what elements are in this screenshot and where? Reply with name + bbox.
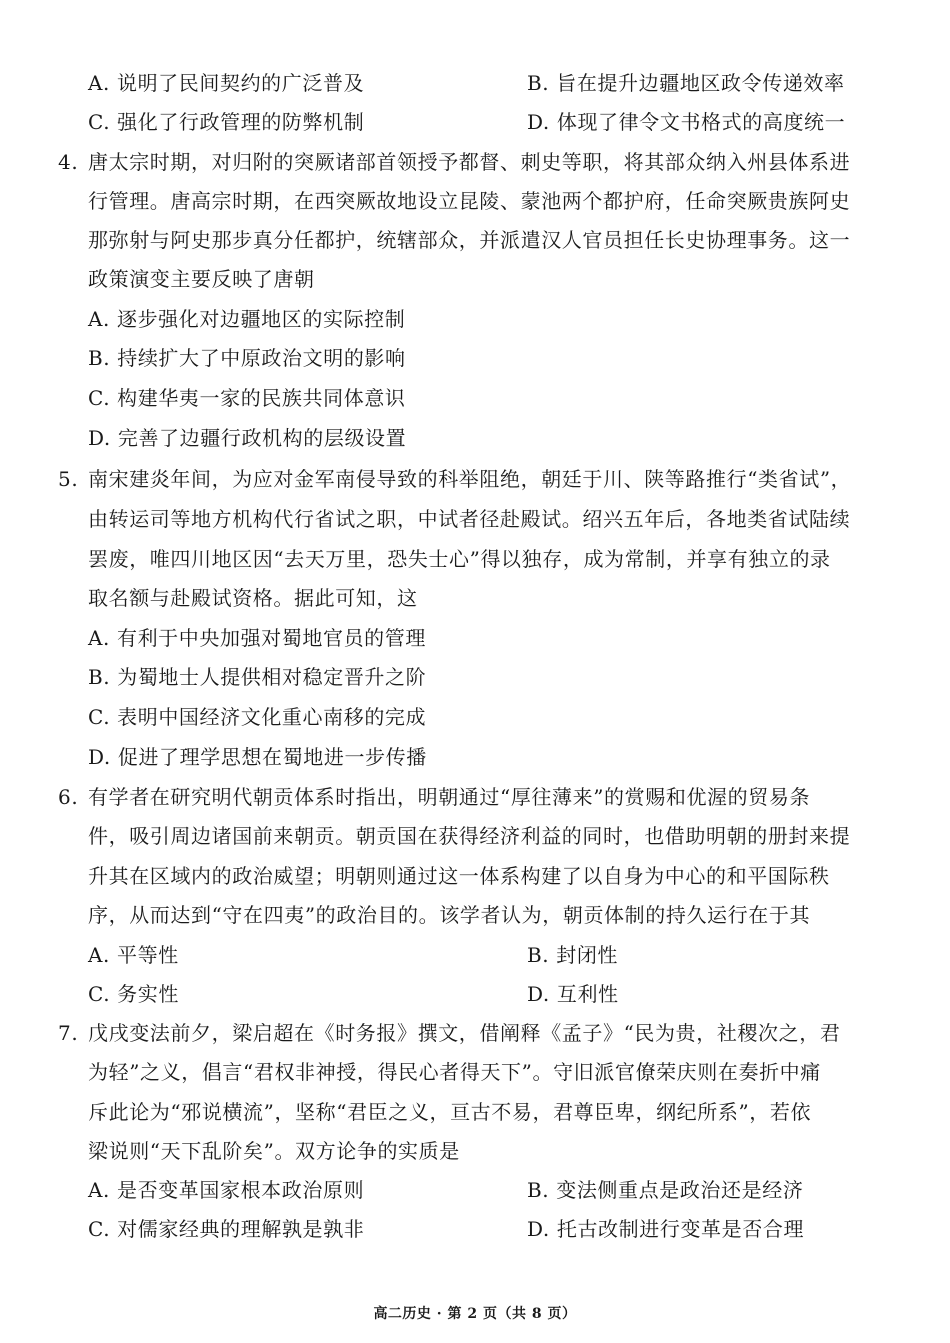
q4-option-c: C. 构建华夷一家的民族共同体意识 xyxy=(88,386,406,410)
page-footer: 高二历史 · 第 2 页（共 8 页） xyxy=(373,1306,577,1322)
q5-option-b: B. 为蜀地士人提供相对稳定晋升之阶 xyxy=(88,665,427,689)
q6-option-d: D. 互利性 xyxy=(527,982,619,1006)
q4-stem-line-1: 唐太宗时期，对归附的突厥诸部首领授予都督、刺史等职，将其部众纳入州县体系进 xyxy=(88,150,851,174)
q6-stem-line-1: 有学者在研究明代朝贡体系时指出，明朝通过“厚往薄来”的赏赐和优渥的贸易条 xyxy=(88,785,811,809)
q6-stem-line-3: 升其在区域内的政治威望；明朝则通过这一体系构建了以自身为中心的和平国际秩 xyxy=(88,864,830,888)
q4-option-d: D. 完善了边疆行政机构的层级设置 xyxy=(88,426,407,450)
q5-stem-line-4: 取名额与赴殿试资格。据此可知，这 xyxy=(88,586,418,610)
q5-option-a: A. 有利于中央加强对蜀地官员的管理 xyxy=(88,626,426,650)
q3-option-c: C. 强化了行政管理的防弊机制 xyxy=(88,110,365,134)
q4-stem-line-2: 行管理。唐高宗时期，在西突厥故地设立昆陵、蒙池两个都护府，任命突厥贵族阿史 xyxy=(88,189,851,213)
q4-number: 4. xyxy=(58,150,79,174)
q6-option-a: A. 平等性 xyxy=(88,943,179,967)
q7-option-a: A. 是否变革国家根本政治原则 xyxy=(88,1178,365,1202)
q7-option-b: B. 变法侧重点是政治还是经济 xyxy=(527,1178,804,1202)
q5-stem-line-2: 由转运司等地方机构代行省试之职，中试者径赴殿试。绍兴五年后，各地类省试陆续 xyxy=(88,507,851,531)
q7-stem-line-4: 梁说则“天下乱阶矣”。双方论争的实质是 xyxy=(88,1139,460,1163)
q7-option-d: D. 托古改制进行变革是否合理 xyxy=(527,1217,805,1241)
q7-number: 7. xyxy=(58,1021,79,1045)
q5-option-c: C. 表明中国经济文化重心南移的完成 xyxy=(88,705,427,729)
q3-option-a: A. 说明了民间契约的广泛普及 xyxy=(88,71,365,95)
q6-stem-line-4: 序，从而达到“守在四夷”的政治目的。该学者认为，朝贡体制的持久运行在于其 xyxy=(88,903,811,927)
q3-option-b: B. 旨在提升边疆地区政令传递效率 xyxy=(527,71,845,95)
q7-stem-line-2: 为轻”之义，倡言“君权非神授，得民心者得天下”。守旧派官僚荣庆则在奏折中痛 xyxy=(88,1060,821,1084)
q4-option-a: A. 逐步强化对边疆地区的实际控制 xyxy=(88,307,406,331)
q6-option-b: B. 封闭性 xyxy=(527,943,619,967)
q7-stem-line-1: 戊戌变法前夕，梁启超在《时务报》撰文，借阐释《孟子》“民为贵，社稷次之，君 xyxy=(88,1021,841,1045)
q7-stem-line-3: 斥此论为“邪说横流”，坚称“君臣之义，亘古不易，君尊臣卑，纲纪所系”，若依 xyxy=(88,1100,812,1124)
q5-option-d: D. 促进了理学思想在蜀地进一步传播 xyxy=(88,745,427,769)
q4-option-b: B. 持续扩大了中原政治文明的影响 xyxy=(88,346,406,370)
q6-stem-line-2: 件，吸引周边诸国前来朝贡。朝贡国在获得经济利益的同时，也借助明朝的册封来提 xyxy=(88,824,851,848)
q4-stem-line-3: 那弥射与阿史那步真分任都护，统辖部众，并派遣汉人官员担任长史协理事务。这一 xyxy=(88,228,851,252)
q5-stem-line-1: 南宋建炎年间，为应对金军南侵导致的科举阻绝，朝廷于川、陕等路推行“类省试”， xyxy=(88,467,852,491)
q4-stem-line-4: 政策演变主要反映了唐朝 xyxy=(88,267,315,291)
q7-option-c: C. 对儒家经典的理解孰是孰非 xyxy=(88,1217,365,1241)
q6-option-c: C. 务实性 xyxy=(88,982,179,1006)
q3-option-d: D. 体现了律令文书格式的高度统一 xyxy=(527,110,846,134)
q6-number: 6. xyxy=(58,785,79,809)
q5-number: 5. xyxy=(58,467,79,491)
q5-stem-line-3: 罢废，唯四川地区因“去天万里，恐失士心”得以独存，成为常制，并享有独立的录 xyxy=(88,547,831,571)
